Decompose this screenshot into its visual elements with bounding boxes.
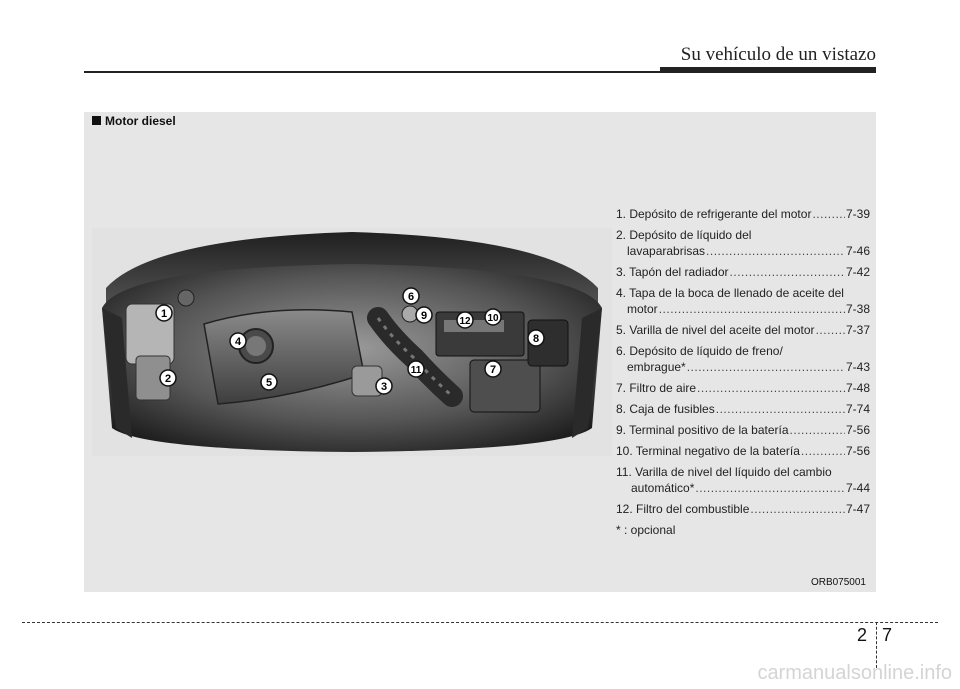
legend-item: 7. Filtro de aire ..... 7-48 [616, 380, 870, 396]
legend-item: 10. Terminal negativo de la batería ..... 7-56 [616, 443, 870, 459]
callout-1 [156, 305, 172, 321]
svg-text:12: 12 [459, 316, 471, 327]
svg-text:2: 2 [164, 373, 172, 385]
header-rule-accent [660, 67, 876, 72]
chapter-number: 2 [857, 625, 868, 645]
page-number: 7 [882, 625, 893, 645]
bullet-square-icon [92, 116, 101, 125]
svg-text:10: 10 [487, 313, 499, 324]
svg-text:9: 9 [420, 310, 428, 322]
callout-5 [261, 374, 277, 390]
svg-text:11: 11 [410, 365, 422, 376]
callout-4 [230, 333, 246, 349]
legend-item: 4. Tapa de la boca de llenado de aceite del motor ..... 7-38 [616, 285, 870, 317]
legend-item: 6. Depósito de líquido de freno/ embrague* ..... 7-43 [616, 343, 870, 375]
callout-10 [485, 309, 501, 325]
optional-note: * : opcional [616, 523, 676, 537]
svg-text:6: 6 [407, 291, 415, 303]
legend-item: 8. Caja de fusibles ..... 7-74 [616, 401, 870, 417]
callout-8 [528, 330, 544, 346]
legend-item: 1. Depósito de refrigerante del motor ..... 7-39 [616, 206, 870, 222]
engine-bay-photo [92, 228, 612, 456]
svg-text:4: 4 [234, 336, 242, 348]
legend-item: 2. Depósito de líquido del lavaparabrisas ..... 7-46 [616, 227, 870, 259]
svg-text:5: 5 [265, 377, 273, 389]
legend-item: 12. Filtro del combustible ..... 7-47 [616, 501, 870, 517]
callout-12 [457, 312, 473, 328]
footer-rule [22, 622, 938, 623]
component-legend [616, 206, 870, 538]
photo-code: ORB075001 [810, 577, 866, 588]
section-title [92, 114, 176, 128]
callout-3 [376, 378, 392, 394]
svg-text:3: 3 [380, 381, 388, 393]
legend-item: 11. Varilla de nivel del líquido del cambio automático* ..... 7-44 [616, 464, 870, 496]
page-header-title: Su vehículo de un vistazo [680, 44, 876, 65]
watermark: carmanualsonline.info [757, 662, 952, 684]
legend-item: 9. Terminal positivo de la batería ..... 7-56 [616, 422, 870, 438]
callout-6 [403, 288, 419, 304]
svg-text:1: 1 [160, 308, 168, 320]
callout-2 [160, 370, 176, 386]
callout-7 [485, 361, 501, 377]
svg-text:7: 7 [489, 364, 497, 376]
svg-text:8: 8 [532, 333, 540, 345]
figure-panel [84, 112, 876, 592]
legend-item: 5. Varilla de nivel del aceite del motor ..... 7-37 [616, 322, 870, 338]
callout-9 [416, 307, 432, 323]
section-title-text: Motor diesel [105, 114, 176, 128]
callout-11 [408, 361, 424, 377]
legend-item: 3. Tapón del radiador ..... 7-42 [616, 264, 870, 280]
